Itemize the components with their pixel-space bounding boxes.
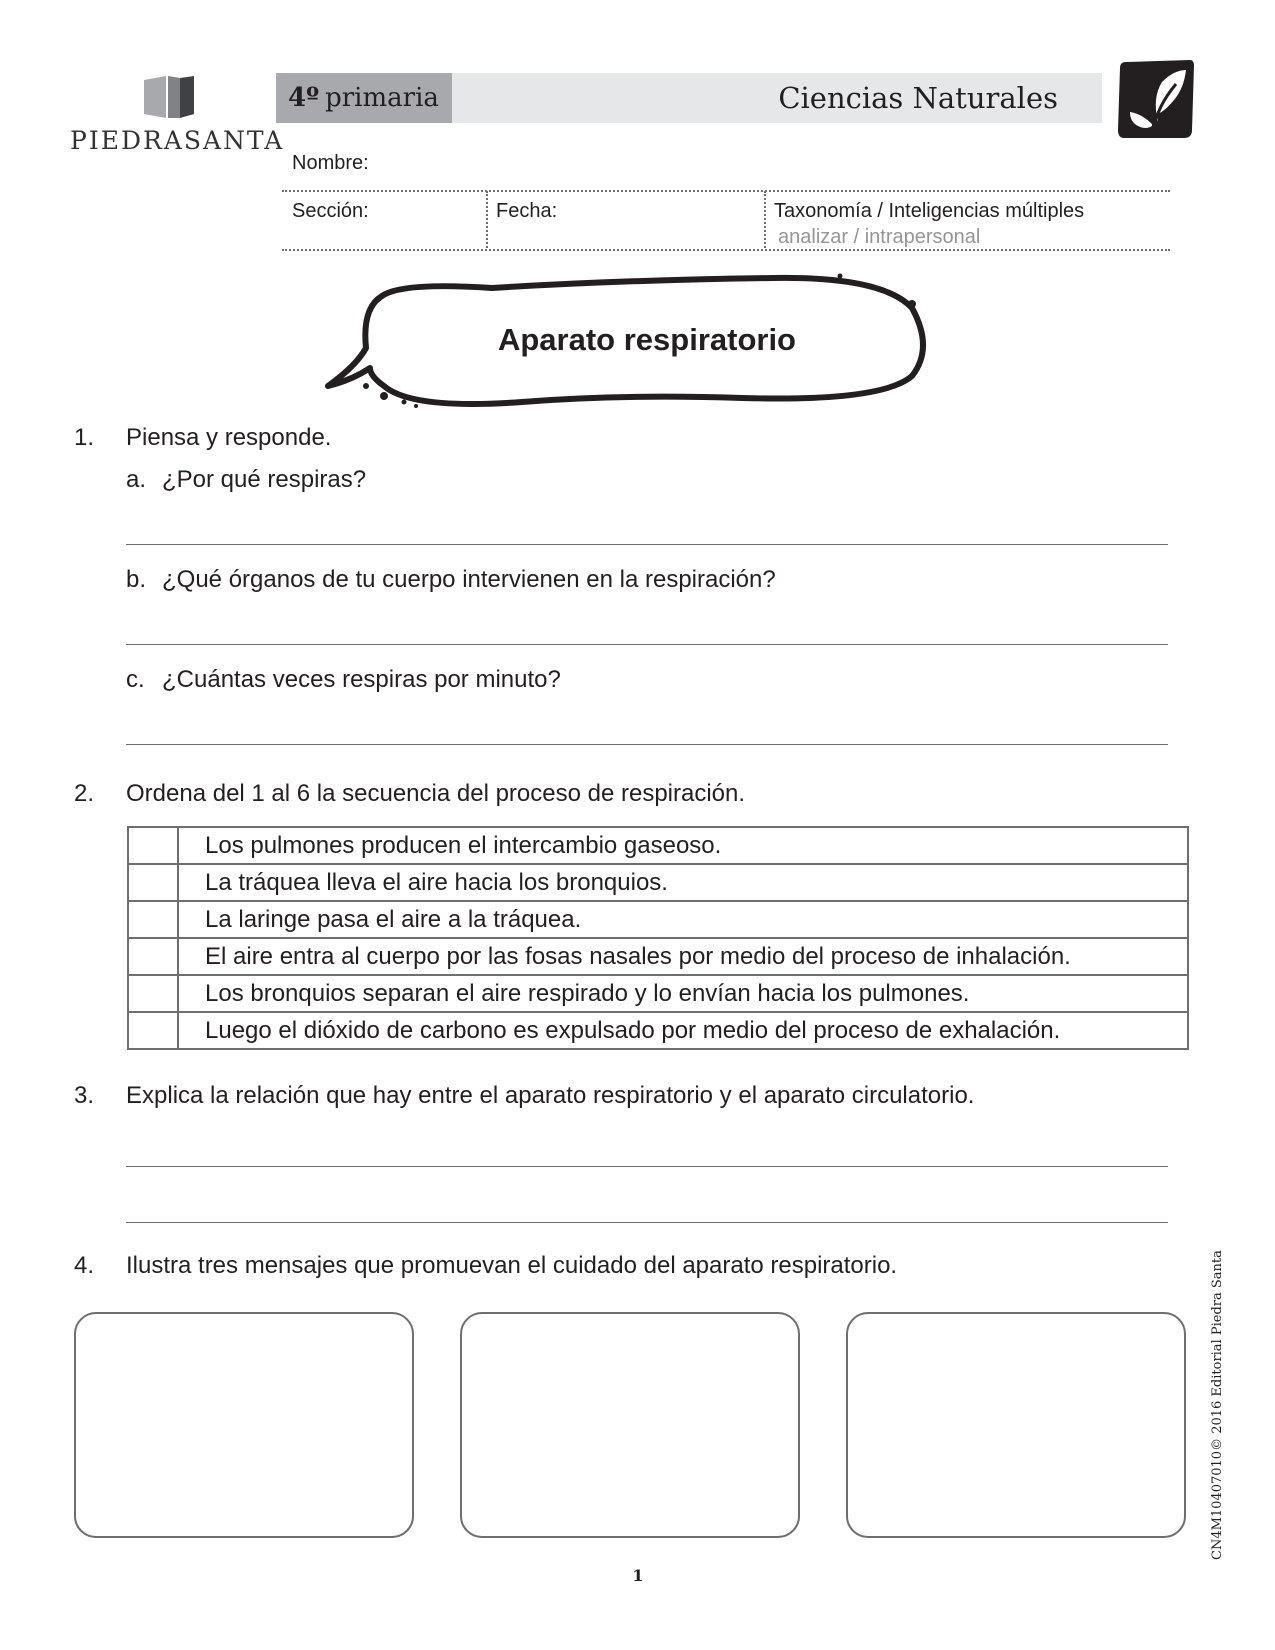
name-field-label: Nombre:	[292, 152, 369, 174]
table-row	[128, 901, 1188, 938]
date-field-label: Fecha:	[496, 200, 558, 222]
question-text: Ilustra tres mensajes que promuevan el cuidado del aparato respiratorio.	[126, 1252, 898, 1279]
subitem-letter: a.	[126, 466, 147, 493]
sequence-table	[127, 826, 1189, 1050]
answer-line[interactable]	[126, 744, 1168, 745]
table-row	[128, 827, 1188, 864]
leaf-icon	[1114, 58, 1196, 140]
divider	[282, 249, 1170, 251]
question-text: Explica la relación que hay entre el aparato respiratorio y el aparato circulatorio.	[126, 1082, 975, 1109]
order-box[interactable]	[128, 864, 178, 901]
table-row	[128, 1012, 1188, 1049]
table-row	[128, 975, 1188, 1012]
taxonomy-values: analizar / intrapersonal	[778, 226, 981, 248]
table-row	[128, 864, 1188, 901]
subitem-text: ¿Cuántas veces respiras por minuto?	[162, 666, 561, 693]
page-number: 1	[632, 1566, 644, 1585]
sequence-step-text: Luego el dióxido de carbono es expulsado por medio del proceso de exhalación.	[178, 1012, 1188, 1049]
illustration-box[interactable]	[74, 1312, 414, 1538]
sequence-step-text: El aire entra al cuerpo por las fosas nasales por medio del proceso de inhalación.	[178, 938, 1188, 975]
order-box[interactable]	[128, 901, 178, 938]
section-field-label: Sección:	[292, 200, 369, 222]
question-number: 1.	[74, 424, 95, 451]
order-box[interactable]	[128, 1012, 178, 1049]
answer-line[interactable]	[126, 544, 1168, 545]
divider	[764, 191, 766, 248]
sequence-step-text: La tráquea lleva el aire hacia los bronquios.	[178, 864, 1188, 901]
grade-badge	[276, 73, 452, 123]
question-text: Piensa y responde.	[126, 424, 332, 451]
answer-line[interactable]	[126, 1166, 1168, 1167]
sequence-step-text: La laringe pasa el aire a la tráquea.	[178, 901, 1188, 938]
publisher-logo: PIEDRASANTA	[70, 126, 285, 155]
subitem-letter: b.	[126, 566, 147, 593]
divider	[486, 191, 488, 248]
grade-number: 4º	[288, 83, 320, 113]
order-box[interactable]	[128, 938, 178, 975]
answer-line[interactable]	[126, 1222, 1168, 1223]
question-text: Ordena del 1 al 6 la secuencia del proceso de respiración.	[126, 780, 746, 807]
subject-bar	[452, 73, 1102, 123]
copyright-notice: CN4M10407010© 2016 Editorial Piedra Santa	[1210, 1250, 1225, 1560]
order-box[interactable]	[128, 827, 178, 864]
table-row	[128, 938, 1188, 975]
sequence-step-text: Los bronquios separan el aire respirado y lo envían hacia los pulmones.	[178, 975, 1188, 1012]
subitem-text: ¿Por qué respiras?	[162, 466, 367, 493]
subitem-letter: c.	[126, 666, 145, 693]
sequence-step-text: Los pulmones producen el intercambio gaseoso.	[178, 827, 1188, 864]
taxonomy-label: Taxonomía / Inteligencias múltiples	[774, 200, 1085, 222]
page-title: Aparato respiratorio	[497, 322, 796, 357]
divider	[282, 190, 1170, 192]
open-book-icon	[140, 74, 198, 120]
question-number: 3.	[74, 1082, 95, 1109]
question-number: 2.	[74, 780, 95, 807]
illustration-box[interactable]	[846, 1312, 1186, 1538]
subject-title: Ciencias Naturales	[778, 81, 1058, 115]
order-box[interactable]	[128, 975, 178, 1012]
illustration-box[interactable]	[460, 1312, 800, 1538]
question-number: 4.	[74, 1252, 95, 1279]
grade-level: primaria	[325, 83, 439, 113]
answer-line[interactable]	[126, 644, 1168, 645]
subitem-text: ¿Qué órganos de tu cuerpo intervienen en la respiración?	[162, 566, 776, 593]
